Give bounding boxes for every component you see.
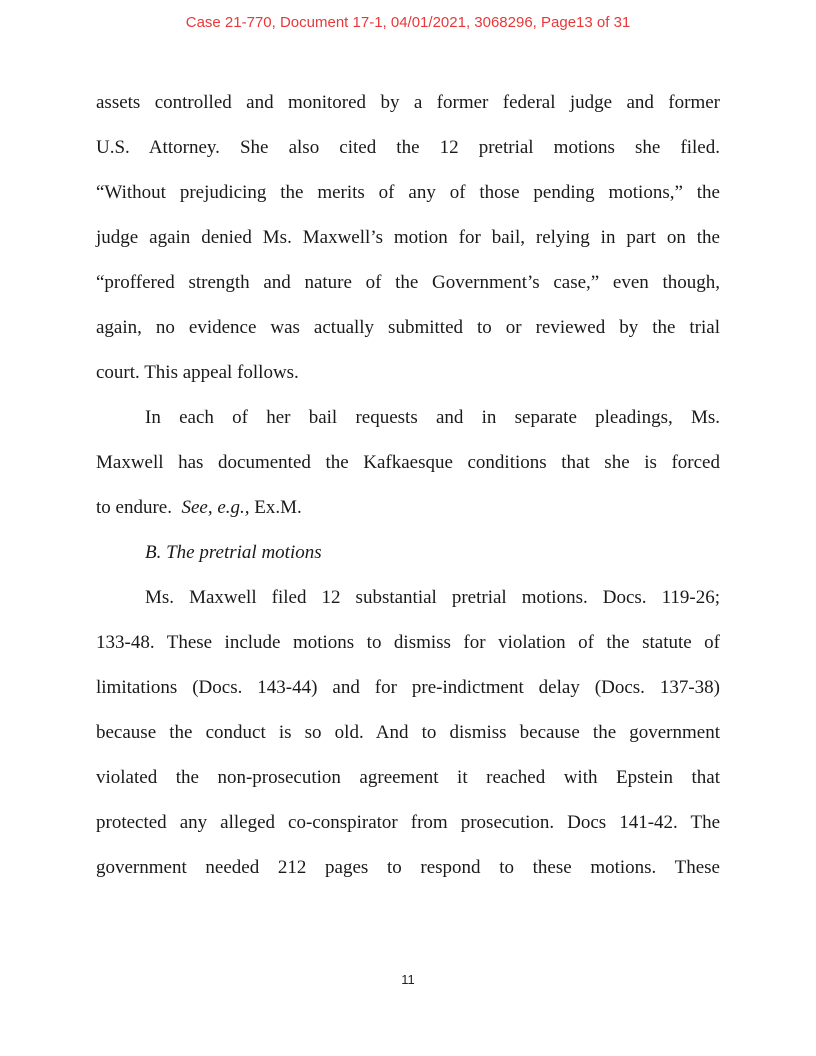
case-header: Case 21-770, Document 17-1, 04/01/2021, 3068296, Page13 of 31 — [185, 14, 631, 31]
body-line: protected any alleged co-conspirator from prosecution. Docs 141-42. The — [96, 812, 720, 833]
body-text: to endure. — [96, 497, 182, 518]
body-line: judge again denied Ms. Maxwell’s motion for bail, relying in part on the — [96, 227, 720, 248]
body-line: U.S. Attorney. She also cited the 12 pretrial motions she filed. — [96, 137, 720, 158]
citation-signal: See, e.g., — [181, 497, 250, 518]
body-line: violated the non-prosecution agreement it reached with Epstein that — [96, 767, 720, 788]
body-line: 133-48. These include motions to dismiss for violation of the statute of — [96, 632, 720, 653]
body-line: “Without prejudicing the merits of any of those pending motions,” the — [96, 182, 720, 203]
body-line: Ms. Maxwell filed 12 substantial pretrial motions. Docs. 119-26; — [145, 587, 720, 608]
body-line: In each of her bail requests and in separate pleadings, Ms. — [145, 407, 720, 428]
body-line-with-citation — [96, 496, 720, 520]
section-heading: B. The pretrial motions — [145, 542, 322, 563]
body-line: court. This appeal follows. — [96, 362, 299, 383]
body-line: “proffered strength and nature of the Government’s case,” even though, — [96, 272, 720, 293]
body-line: limitations (Docs. 143-44) and for pre-indictment delay (Docs. 137-38) — [96, 677, 720, 698]
body-line: again, no evidence was actually submitted to or reviewed by the trial — [96, 317, 720, 338]
exhibit-reference: Ex.M. — [249, 497, 302, 518]
body-line: Maxwell has documented the Kafkaesque conditions that she is forced — [96, 452, 720, 473]
page-number: 11 — [401, 972, 415, 987]
body-line: assets controlled and monitored by a former federal judge and former — [96, 92, 720, 113]
body-line: government needed 212 pages to respond to these motions. These — [96, 857, 720, 878]
body-line: because the conduct is so old. And to dismiss because the government — [96, 722, 720, 743]
